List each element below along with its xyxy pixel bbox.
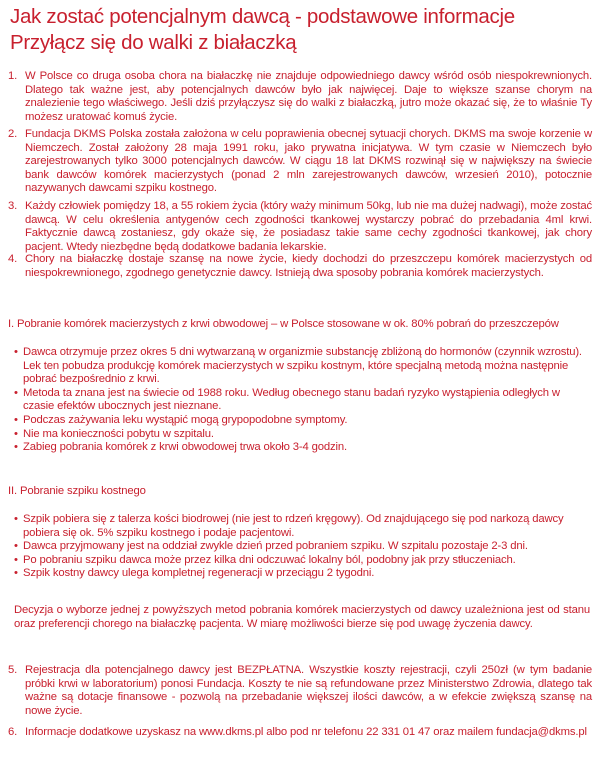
- bullet-dot-icon: •: [14, 427, 18, 440]
- info-item-5: [8, 664, 592, 718]
- info-item-3: [8, 200, 592, 254]
- title-line-1: Jak zostać potencjalnym dawcą - podstawowe informacje: [10, 5, 515, 28]
- item-text: Fundacja DKMS Polska została założona w celu poprawienia obecnej sytuacji chorych. DKMS ma swoje korzenie w Niemczech. Został założony 28 maja 1991 roku, jako prywatna inicjatywa. W tym czasie w Niemczech było zarejestrowanych tylko 3000 potencjalnych dawców. W ciągu 18 lat DKMS rozwinął się w największy na świecie bank dawców komórek macierzystych (ponad 2 mln zarejestrowanych dawców, wrzesień 2010), potocznie nazywanych dawcami szpiku kostnego.: [25, 128, 592, 195]
- section-2-heading: II. Pobranie szpiku kostnego: [8, 485, 146, 497]
- bullet-dot-icon: •: [14, 386, 18, 399]
- item-number: 3.: [8, 200, 18, 212]
- bullet-item: • Dawca otrzymuje przez okres 5 dni wytwarzaną w organizmie substancję zbliżoną do hormonów (czynnik wzrostu). Lek ten pobudza produkcję komórek macierzystych w szpiku kostnym, które specjalną metodą można następnie pobrać bezpośrednio z krwi.: [14, 346, 582, 386]
- item-text: Informacje dodatkowe uzyskasz na www.dkms.pl albo pod nr telefonu 22 331 01 47 oraz mailem fundacja@dkms.pl: [25, 726, 587, 738]
- item-text: Każdy człowiek pomiędzy 18, a 55 rokiem życia (który waży minimum 50kg, lub nie ma dużej nadwagi), może zostać dawcą. W celu określenia antygenów cech zgodności tkankowej wystarczy pobrać do przebadania 4ml krwi. Faktycznie dawcą zostaniesz, gdy okaże się, że posiadasz takie same cechy zgodności tkankowej, jak chory pacjent. Wtedy niezbędne będą dodatkowe badania lekarskie.: [25, 200, 592, 253]
- item-number: 5.: [8, 664, 18, 676]
- bullet-item: • Podczas zażywania leku wystąpić mogą grypopodobne symptomy.: [14, 413, 348, 426]
- bullet-item: • Zabieg pobrania komórek z krwi obwodowej trwa około 3-4 godzin.: [14, 441, 347, 454]
- decision-paragraph: Decyzja o wyborze jednej z powyższych metod pobrania komórek macierzystych od dawcy uzależniona jest od stanu oraz preferencji chorego na białaczkę pacjenta. W miarę możliwości bierze się pod uwagę życzenia dawcy.: [14, 604, 590, 630]
- bullet-dot-icon: •: [14, 441, 18, 454]
- info-item-6: [8, 726, 592, 740]
- document-title: [10, 4, 595, 56]
- section-1-bullet-list: [14, 346, 590, 455]
- info-item-4: [8, 253, 592, 280]
- info-item-1: [8, 70, 592, 124]
- info-item-2: [8, 128, 592, 196]
- bullet-dot-icon: •: [14, 346, 18, 358]
- bullet-dot-icon: •: [14, 553, 18, 566]
- item-text: Chory na białaczkę dostaje szansę na nowe życie, kiedy dochodzi do przeszczepu komórek macierzystych od niespokrewnionego, zgodnego genetycznie dawcy. Istnieją dwa sposoby pobrania komórek macierzystych.: [25, 253, 592, 279]
- section-2-bullet-list: [14, 513, 590, 581]
- item-number: 6.: [8, 726, 18, 738]
- bullet-dot-icon: •: [14, 513, 18, 525]
- item-number: 1.: [8, 70, 18, 82]
- item-text: W Polsce co druga osoba chora na białaczkę nie znajduje odpowiedniego dawcy wśród osób niespokrewnionych. Dlatego tak ważne jest, aby potencjalnych dawców było jak najwięcej. Daje to większe szanse chorym na znalezienie tego właściwego. Jeśli dziś przyłączysz się do walki z białaczką, jutro może okazać się, że to właśnie Ty możesz uratować komuś życie.: [25, 70, 592, 123]
- title-line-2: Przyłącz się do walki z białaczką: [10, 31, 297, 54]
- bullet-item: • Nie ma konieczności pobytu w szpitalu.: [14, 427, 214, 440]
- bullet-item: • Szpik kostny dawcy ulega kompletnej regeneracji w przeciągu 2 tygodni.: [14, 567, 375, 580]
- section-1-heading: I. Pobranie komórek macierzystych z krwi obwodowej – w Polsce stosowane w ok. 80% pobrań do przeszczepów: [8, 318, 559, 330]
- item-text: Rejestracja dla potencjalnego dawcy jest BEZPŁATNA. Wszystkie koszty rejestracji, czyli 250zł (w tym badanie próbki krwi w laboratorium) ponosi Fundacja. Koszty te nie są refundowane przez Ministerstwo Zdrowia, dlatego tak ważne są dotacje finansowe - pozwolą na przebadanie większej ilości dawców, a w efekcie zwiększą szansę na nowe życie.: [25, 664, 592, 717]
- bullet-item: • Po pobraniu szpiku dawca może przez kilka dni odczuwać lokalny ból, podobny jak przy stłuczeniach.: [14, 553, 516, 566]
- bullet-item: • Metoda ta znana jest na świecie od 1988 roku. Według obecnego stanu badań ryzyko wystąpienia odległych w czasie efektów ubocznych jest nieznane.: [14, 386, 560, 413]
- item-number: 4.: [8, 253, 18, 265]
- bullet-item: • Dawca przyjmowany jest na oddział zwykle dzień przed pobraniem szpiku. W szpitalu pozostaje 2-3 dni.: [14, 540, 528, 553]
- item-number: 2.: [8, 128, 18, 140]
- bullet-item: • Szpik pobiera się z talerza kości biodrowej (nie jest to rdzeń kręgowy). Od znajdującego się pod narkozą dawcy pobiera się ok. 5% szpiku kostnego i podaje pacjentowi.: [14, 513, 564, 539]
- bullet-dot-icon: •: [14, 540, 18, 553]
- bullet-dot-icon: •: [14, 567, 18, 580]
- bullet-dot-icon: •: [14, 413, 18, 426]
